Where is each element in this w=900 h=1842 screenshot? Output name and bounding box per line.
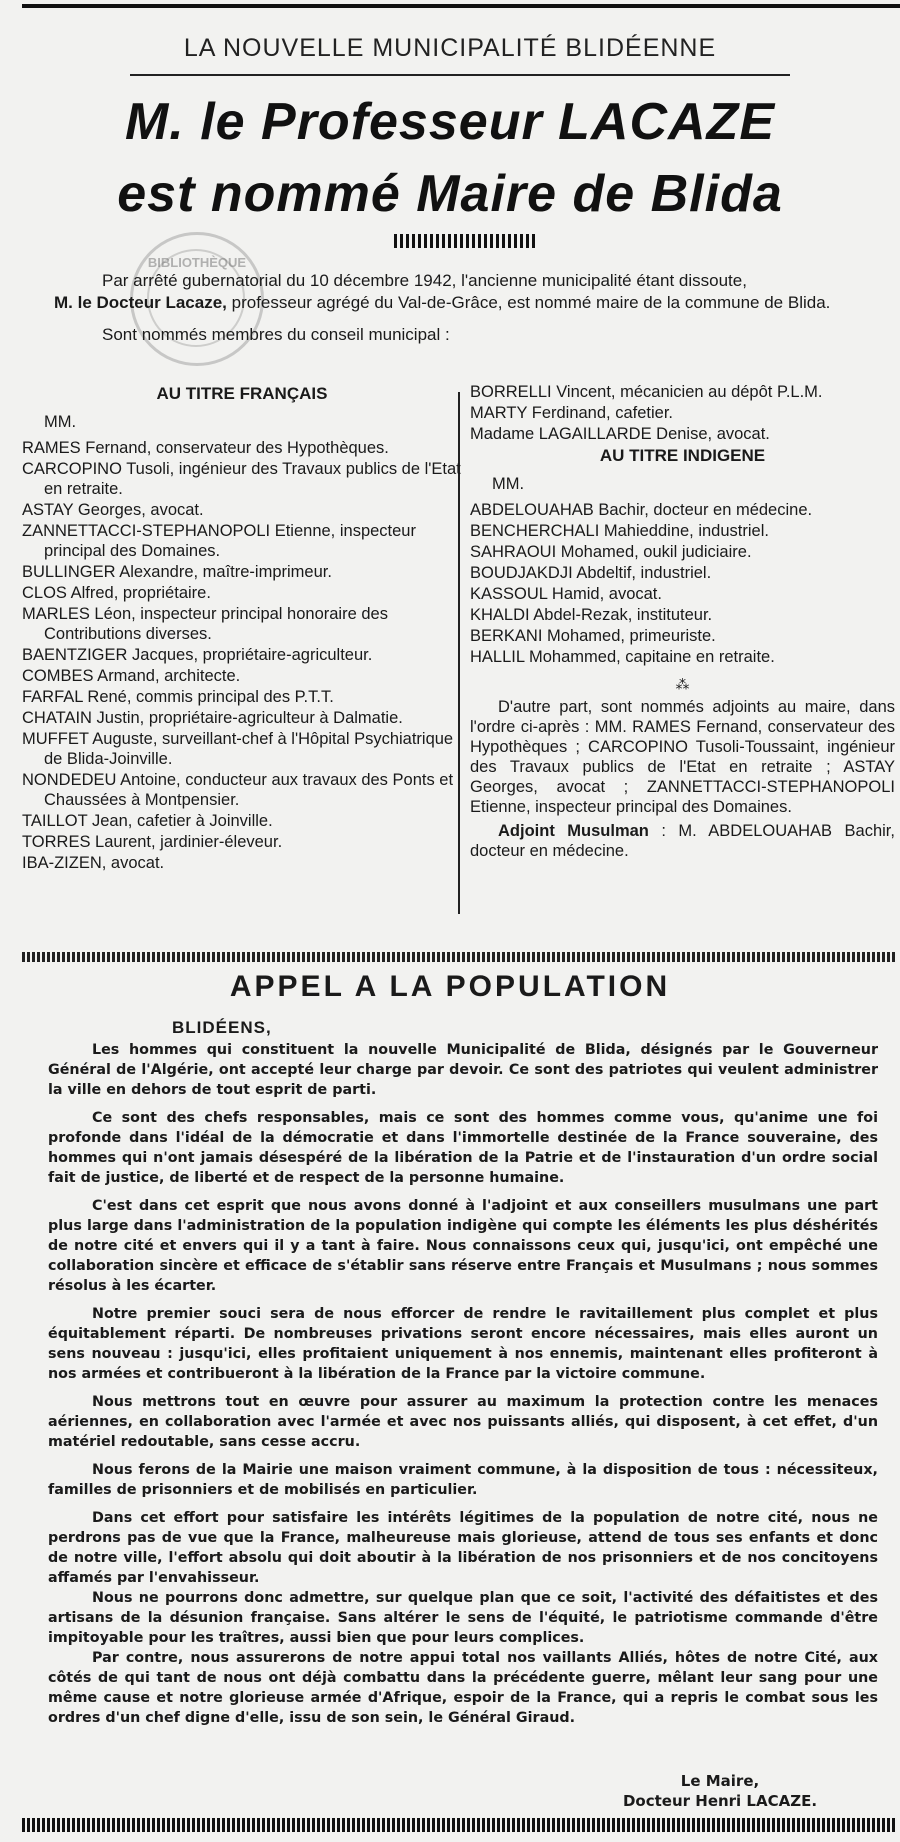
member-entry: ASTAY Georges, avocat. — [22, 501, 204, 519]
asterism-ornament: ⁂ — [675, 676, 690, 692]
signature-title: Le Maire, — [680, 1772, 760, 1790]
appeal-body — [48, 1040, 878, 1736]
member-entry: BULLINGER Alexandre, maître-imprimeur. — [22, 563, 332, 581]
adjoint-musulman-text: : M. ABDELOUAHAB Bachir, docteur en médecine. — [470, 822, 895, 860]
member-entry: SAHRAOUI Mohamed, oukil judiciaire. — [470, 543, 752, 561]
member-entry: TORRES Laurent, jardinier-éleveur. — [22, 833, 283, 851]
adjoint-musulman-label: Adjoint Musulman — [498, 822, 649, 840]
member-entry: NONDEDEU Antoine, conducteur aux travaux des Ponts et Chaussées à Montpensier. — [22, 771, 454, 809]
appeal-salutation: BLIDÉENS, — [172, 1018, 272, 1037]
member-entry: KHALDI Abdel-Rezak, instituteur. — [470, 606, 713, 624]
appeal-paragraph: Les hommes qui constituent la nouvelle Municipalité de Blida, désignés par le Gouverneur Général de l'Algérie, ont accepté leur charge par devoir. Ce sont des patriotes qui veulent administrer la ville en dehors de tout esprit de parti. — [48, 1042, 878, 1098]
member-entry: ABDELOUAHAB Bachir, docteur en médecine. — [470, 501, 813, 519]
member-entry: MARTY Ferdinand, cafetier. — [470, 404, 673, 422]
kicker-underline — [130, 74, 790, 76]
right-column — [470, 382, 895, 865]
member-entry: IBA-ZIZEN, avocat. — [22, 854, 165, 872]
appeal-paragraph: Par contre, nous assurerons de notre appui total nos vaillants Alliés, hôtes de notre Cité, aux côtés de qui tant de nous ont déjà combattu dans la précédente guerre, mêlant leur sang pour une même cause et notre glorieuse armée d'Afrique, espoir de la France, qui a repris le combat sous les ordres d'un chef digne d'elle, issu de son sein, le Général Giraud. — [48, 1650, 878, 1726]
headline-line-2: est nommé Maire de Blida — [117, 165, 783, 223]
bottom-decorative-bar — [22, 1818, 896, 1832]
left-column — [22, 382, 462, 874]
french-section-heading: AU TITRE FRANÇAIS — [156, 384, 328, 403]
member-entry: BOUDJAKDJI Abdeltif, industriel. — [470, 564, 712, 582]
top-rule — [22, 4, 900, 8]
member-entry: FARFAL René, commis principal des P.T.T. — [22, 688, 334, 706]
indigene-mm: MM. — [492, 475, 525, 493]
intro-block — [54, 270, 884, 356]
signature-block — [540, 1771, 900, 1811]
member-entry: COMBES Armand, architecte. — [22, 667, 241, 685]
decorative-bars — [394, 234, 536, 248]
member-entry: KASSOUL Hamid, avocat. — [470, 585, 662, 603]
appeal-title: APPEL A LA POPULATION — [229, 970, 671, 1003]
member-entry: CLOS Alfred, propriétaire. — [22, 584, 211, 602]
member-entry: CHATAIN Justin, propriétaire-agriculteur à Dalmatie. — [22, 709, 403, 727]
intro-rest: professeur agrégé du Val-de-Grâce, est nommé maire de la commune de Blida. — [231, 293, 831, 312]
appeal-paragraph: Ce sont des chefs responsables, mais ce sont des hommes comme vous, qu'anime une foi profonde dans l'idéal de la démocratie et dans l'immortelle destinée de la France souveraine, des hommes qui n'ont jamais désespéré de la libération de la Patrie et de l'instauration d'un ordre social fait de justice, de liberté et de respect de la personne humaine. — [48, 1110, 878, 1186]
headline-line-1: M. le Professeur LACAZE — [124, 93, 776, 151]
appeal-paragraph: C'est dans cet esprit que nous avons donné à l'adjoint et aux conseillers musulmans une part plus large dans l'administration de la population indigène qui compte les éléments les plus déshérités de notre cité et envers qui il y a tant à faire. Nous connaissons ceux qui, jusqu'ici, ont empêché une collaboration sincère et efficace de s'établir sans réserve entre Français et Musulmans ; nous sommes résolus à les écarter. — [48, 1198, 878, 1294]
member-entry: CARCOPINO Tusoli, ingénieur des Travaux publics de l'Etat en retraite. — [22, 460, 461, 498]
member-entry: ZANNETTACCI-STEPHANOPOLI Etienne, inspecteur principal des Domaines. — [22, 522, 416, 560]
member-entry: HALLIL Mohammed, capitaine en retraite. — [470, 648, 775, 666]
appeal-paragraph: Nous ferons de la Mairie une maison vraiment commune, à la disposition de tous : nécessiteux, familles de prisonniers et de mobilisés en particulier. — [48, 1462, 878, 1498]
member-entry: BERKANI Mohamed, primeuriste. — [470, 627, 716, 645]
member-entry: Madame LAGAILLARDE Denise, avocat. — [470, 425, 770, 443]
intro-name: M. le Docteur Lacaze, — [54, 293, 227, 312]
member-entry: RAMES Fernand, conservateur des Hypothèques. — [22, 439, 389, 457]
intro-paragraph-1 — [54, 270, 884, 314]
appeal-paragraph: Dans cet effort pour satisfaire les intérêts légitimes de la population de notre cité, nous ne perdrons pas de vue que la France, malheureuse mais glorieuse, attend de tous ses enfants et donc de notre ville, l'effort absolu qui doit aboutir à la libération de nos prisonniers et de nos concitoyens affamés par l'envahisseur. — [48, 1510, 878, 1586]
member-entry: BENCHERCHALI Mahieddine, industriel. — [470, 522, 769, 540]
appeal-paragraph: Nous ne pourrons donc admettre, sur quelque plan que ce soit, l'activité des défaitistes et des artisans de la désunion française. Sans altérer le sens de l'équité, le patriotisme commande d'être impitoyable pour les traîtres, aussi bien que pour leurs complices. — [48, 1590, 878, 1646]
adjoints-paragraph: D'autre part, sont nommés adjoints au maire, dans l'ordre ci-après : MM. RAMES Fernand, conservateur des Hypothèques ; CARCOPINO Tusoli-Toussaint, ingénieur des Travaux publics de l'Etat en retraite ; ASTAY Georges, avocat ; ZANNETTACCI-STEPHANOPOLI Etienne, inspecteur principal des Domaines. — [470, 698, 895, 816]
appeal-paragraph: Nous mettrons tout en œuvre pour assurer au maximum la protection contre les menaces aériennes, en collaboration avec l'armée et avec nos puissants alliés, qui disposent, à cet effet, d'un matériel redoutable, sans cesse accru. — [48, 1394, 878, 1450]
signature-name: Docteur Henri LACAZE. — [622, 1792, 818, 1810]
member-entry: BAENTZIGER Jacques, propriétaire-agriculteur. — [22, 646, 373, 664]
indigene-section-heading: AU TITRE INDIGENE — [599, 446, 766, 465]
member-entry: BORRELLI Vincent, mécanicien au dépôt P.L.M. — [470, 383, 823, 401]
section-kicker: LA NOUVELLE MUNICIPALITÉ BLIDÉENNE — [183, 34, 717, 62]
member-entry: MARLES Léon, inspecteur principal honoraire des Contributions diverses. — [22, 605, 388, 643]
member-entry: TAILLOT Jean, cafetier à Joinville. — [22, 812, 273, 830]
appeal-paragraph: Notre premier souci sera de nous efforcer de rendre le ravitaillement plus complet et plus équitablement réparti. De nombreuses privations seront encore nécessaires, mais elles auront un sens nouveau : jusqu'ici, elles profitaient uniquement à nos ennemis, maintenant elles profiteront à nos armées et contribueront à la libération de la France par la victoire commune. — [48, 1306, 878, 1382]
adjoint-musulman-paragraph — [470, 821, 895, 861]
member-entry: MUFFET Auguste, surveillant-chef à l'Hôpital Psychiatrique de Blida-Joinville. — [22, 730, 454, 768]
section-divider — [22, 952, 896, 962]
french-mm: MM. — [44, 413, 77, 431]
intro-paragraph-2: Sont nommés membres du conseil municipal : — [102, 325, 450, 344]
stamp-text: BIBLIOTHÈQUE — [147, 255, 247, 270]
intro-lead: Par arrêté gubernatorial du 10 décembre 1942, l'ancienne municipalité étant dissoute, — [102, 271, 747, 290]
